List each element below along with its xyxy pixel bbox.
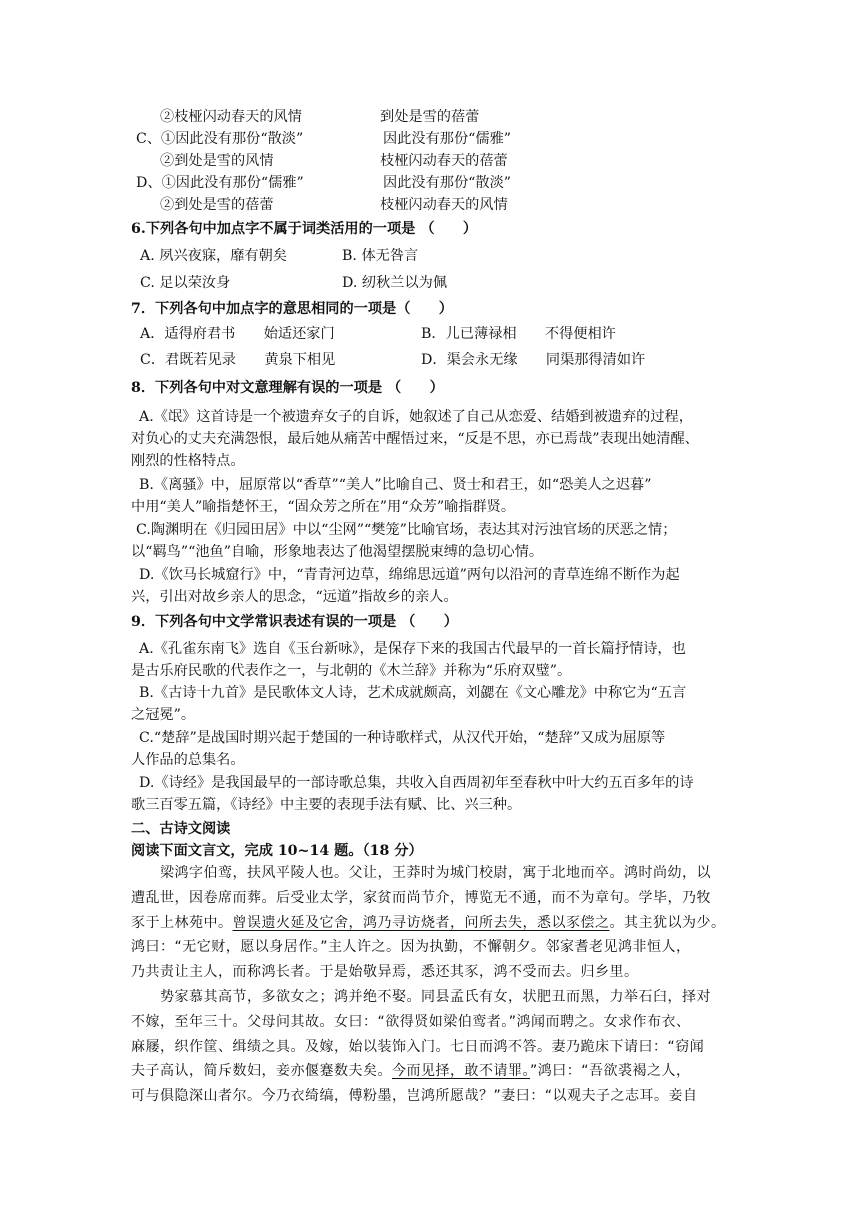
q5-d-line2-left: ②到处是雪的蓓蕾 (160, 197, 274, 213)
underlined-sentence: 今而见择，敢不请罪。 (392, 1063, 530, 1079)
passage-line: 乃共责让主人，而称鸿长者。于是始敬异焉，悉还其豕，鸿不受而去。归乡里。 (131, 964, 639, 980)
q7-option-a: A．适得府君书 始适还家门 (140, 326, 335, 342)
q8-line: D.《饮马长城窟行》中，“青青河边草，绵绵思远道”两句以沿河的青草连绵不断作为起 (139, 567, 680, 583)
passage-text: 。其主犹以为少。 (609, 915, 726, 931)
passage-text: 夫子高认，简斥数妇，妾亦偃蹇数夫矣。 (131, 1063, 392, 1079)
underlined-sentence: 曾误遗火延及它舍，鸿乃寻访烧者，问所去失，悉以豕偿之 (232, 915, 610, 931)
q8-line: 兴，引出对故乡亲人的思念，“远道”指故乡的亲人。 (131, 589, 458, 605)
q9-line: C.“楚辞”是战国时期兴起于楚国的一种诗歌样式，从汉代开始，“楚辞”又成为屈原等 (139, 730, 666, 746)
q8-stem: 8．下列各句中对文意理解有误的一项是 （ ） (131, 380, 444, 396)
q7-option-d: D．渠会永无缘 同渠那得清如许 (421, 352, 646, 368)
q8-line: C.陶渊明在《归园田居》中以“尘网”“樊笼”比喻官场，表达其对污浊官场的厌恶之情； (136, 522, 677, 538)
reading-instruction: 阅读下面文言文，完成 10~14 题。（18 分） (131, 843, 423, 859)
passage-line: 鸿曰：“无它财，愿以身居作。”主人许之。因为执勤，不懈朝夕。邻家耆老见鸿非恒人， (131, 939, 691, 955)
q9-line: D.《诗经》是我国最早的一部诗歌总集，共收入自西周初年至春秋中叶大约五百多年的诗 (139, 775, 694, 791)
q6-stem: 6.下列各句中加点字不属于词类活用的一项是 （ ） (131, 221, 478, 237)
q6-option-a: A. 夙兴夜寐，靡有朝矣 (140, 248, 287, 264)
q5-c-line2-left: ②到处是雪的风情 (160, 153, 274, 169)
q6-option-c: C. 足以荣汝身 (140, 275, 231, 291)
q9-stem: 9．下列各句中文学常识表述有误的一项是 （ ） (131, 614, 458, 630)
q7-option-c: C．君既若见录 黄泉下相见 (140, 352, 336, 368)
q9-line: 是古乐府民歌的代表作之一，与北朝的《木兰辞》并称为“乐府双璧”。 (131, 663, 572, 679)
passage-line (131, 1060, 691, 1082)
q8-line: 刚烈的性格特点。 (131, 453, 245, 469)
q8-line: A.《氓》这首诗是一个被遗弃女子的自诉，她叙述了自己从恋爱、结婚到被遗弃的过程， (139, 409, 693, 425)
passage-line: 可与俱隐深山者尔。今乃衣绮缟，傅粉墨，岂鸿所愿哉？”妻曰：“以观夫子之志耳。妾自 (131, 1088, 698, 1104)
passage-text: ”鸿曰：“吾欲裘褐之人， (530, 1063, 691, 1079)
q7-option-b: B．儿已薄禄相 不得便相许 (421, 326, 616, 342)
q9-line: A.《孔雀东南飞》选自《玉台新咏》，是保存下来的我国古代最早的一首长篇抒情诗，也 (139, 641, 686, 657)
passage-text: 豕于上林苑中。 (131, 915, 233, 931)
q6-option-b: B. 体无咎言 (342, 248, 419, 264)
passage-line: 势家慕其高节，多欲女之；鸿并绝不娶。同县孟氏有女，状肥丑而黑，力举石臼，择对 (160, 989, 711, 1005)
q7-stem: 7．下列各句中加点字的意思相同的一项是（ ） (131, 301, 453, 317)
passage-line: 遭乱世，因卷席而葬。后受业太学，家贫而尚节介，博览无不通，而不为章句。学毕，乃牧 (131, 890, 711, 906)
passage-line: 梁鸿字伯鸾，扶风平陵人也。父让，王莽时为城门校尉，寓于北地而卒。鸿时尚幼，以 (160, 865, 711, 881)
passage-line: 麻屦，织作筐、缉绩之具。及嫁，始以装饰入门。七日而鸿不答。妻乃跪床下请曰：“窃闻 (131, 1039, 705, 1055)
q9-line: 歌三百零五篇，《诗经》中主要的表现手法有赋、比、兴三种。 (131, 797, 522, 813)
q9-line: B.《古诗十九首》是民歌体文人诗，艺术成就颇高，刘勰在《文心雕龙》中称它为“五言 (139, 685, 687, 701)
q8-line: B.《离骚》中，屈原常以“香草”“美人”比喻自己、贤士和君王，如“恐美人之迟暮” (139, 477, 652, 493)
q8-line: 对负心的丈夫充满怨恨，最后她从痛苦中醒悟过来，“反是不思，亦已焉哉”表现出她清醒、 (131, 431, 699, 447)
q5-b-line2-right: 到处是雪的蓓蕾 (380, 109, 480, 125)
q5-b-line2-left: ②枝桠闪动春天的风情 (160, 109, 302, 125)
passage-line: 不嫁，至年三十。父母问其故。女曰：“欲得贤如梁伯鸾者。”鸿闻而聘之。女求作布衣、 (131, 1014, 691, 1030)
q5-d-line2-right: 枝桠闪动春天的风情 (380, 197, 508, 213)
q6-option-d: D. 纫秋兰以为佩 (342, 275, 448, 291)
q5-d-line1-left: D、①因此没有那份“儒雅” (136, 175, 304, 191)
q5-c-line1-right: 因此没有那份“儒雅” (383, 131, 512, 147)
q5-d-line1-right: 因此没有那份“散淡” (383, 175, 512, 191)
q5-c-line2-right: 枝桠闪动春天的蓓蕾 (380, 153, 508, 169)
q8-line: 以“羁鸟”“池鱼”自喻，形象地表达了他渴望摆脱束缚的急切心情。 (131, 544, 544, 560)
q5-c-line1-left: C、①因此没有那份“散淡” (136, 131, 304, 147)
passage-line (131, 912, 726, 934)
q8-line: 中用“美人”喻指楚怀王，“固众芳之所在”用“众芳”喻指群贤。 (131, 499, 516, 515)
section-title: 二、古诗文阅读 (131, 821, 231, 837)
q9-line: 人作品的总集名。 (131, 752, 245, 768)
q9-line: 之冠冕”。 (131, 707, 196, 723)
